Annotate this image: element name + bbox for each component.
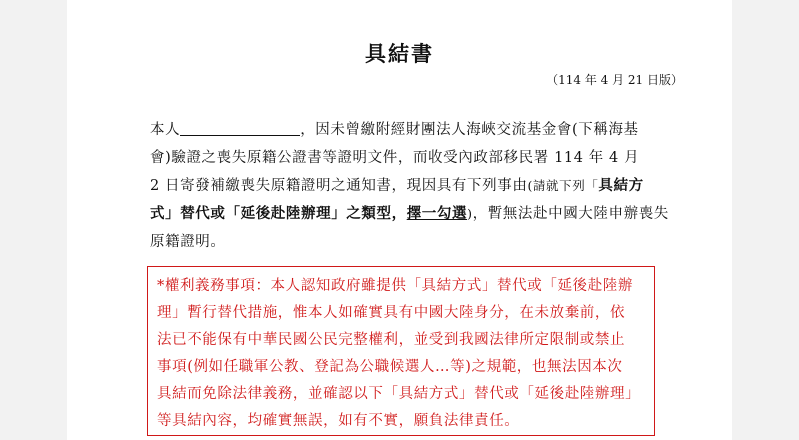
- body-l1-a: 本人: [150, 122, 181, 138]
- notice-line: 理」暫行替代措施，惟本人如確實具有中國大陸身分，在未放棄前，依: [157, 305, 626, 321]
- body-line-3: [150, 172, 670, 200]
- document-title: 具結書: [365, 41, 434, 66]
- body-l4-b: 擇一勾選: [406, 205, 468, 222]
- body-l3-c: 具結方: [598, 177, 644, 194]
- declaration-body: [150, 116, 670, 256]
- body-l4-c: ): [467, 206, 473, 221]
- body-l1-b: ，因未曾繳附經財團法人海峽交流基金會(下稱海基: [300, 122, 639, 138]
- notice-line: *權利義務事項：本人認知政府雖提供「具結方式」替代或「延後赴陸辦: [157, 278, 633, 294]
- body-line-2: 會)驗證之喪失原籍公證書等證明文件，而收受內政部移民署 114 年 4 月: [150, 150, 640, 166]
- body-l4-d: ，暫無法赴中國大陸申辦喪失: [472, 206, 669, 222]
- body-l3-b: (請就下列「: [527, 178, 599, 193]
- notice-line: 法已不能保有中華民國公民完整權利，並受到我國法律所定限制或禁止: [157, 332, 626, 348]
- document-page: [67, 0, 732, 440]
- name-blank-field[interactable]: [180, 120, 300, 136]
- notice-line: 具結而免除法律義務，並確認以下「具結方式」替代或「延後赴陸辦理」: [157, 386, 641, 402]
- notice-line: 等具結內容，均確實無誤，如有不實，願負法律責任。: [157, 413, 520, 429]
- body-line-1: [150, 116, 670, 144]
- body-l4-a: 式」替代或「延後赴陸辦理」之類型，: [150, 205, 407, 222]
- notice-line: 事項(例如任職軍公教、登記為公職候選人…等)之規範，也無法因本次: [157, 359, 623, 375]
- rights-obligations-notice-box: [147, 266, 655, 436]
- body-line-4: [150, 200, 670, 228]
- body-line-5: 原籍證明。: [150, 234, 226, 250]
- version-date: （114 年 4 月 21 日版）: [546, 73, 683, 87]
- body-l3-a: 2 日寄發補繳喪失原籍證明之通知書，現因具有下列事由: [150, 178, 528, 194]
